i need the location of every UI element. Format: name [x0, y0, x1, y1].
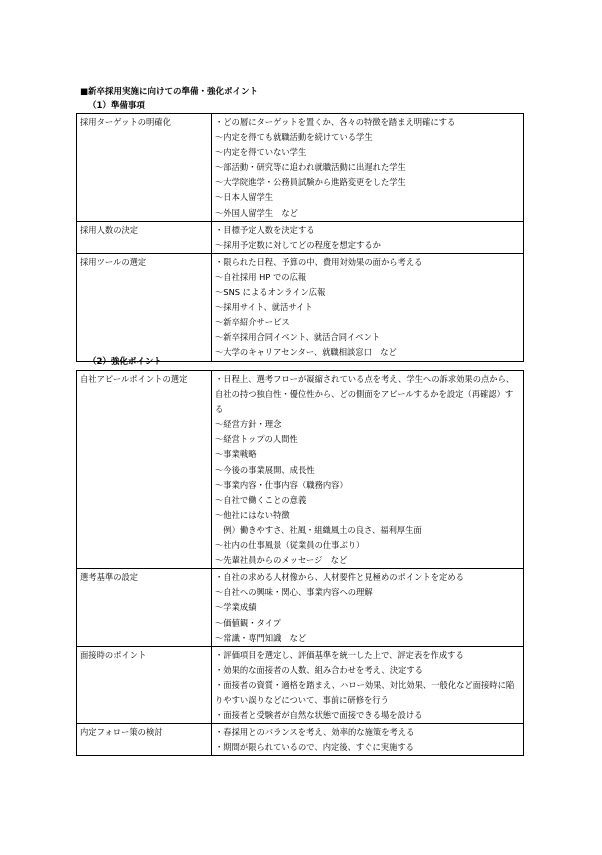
section-heading-preparation: （1）準備事項: [88, 101, 145, 111]
row-content: [212, 569, 524, 646]
content-line: ～常識・専門知識 など: [215, 632, 307, 643]
row-label: 自社アピールポイントの選定: [77, 371, 212, 569]
content-line: ・日程上、選考フローが凝縮されている点を考え、学生への訴求効果の点から、自社の持つ独自性・優位性から、どの側面をアピールするかを設定（再確認）する: [215, 374, 515, 415]
table-row: [77, 646, 524, 723]
row-content: [212, 646, 524, 723]
content-line: ～採用サイト、就活サイト: [215, 302, 313, 313]
content-line: ・自社の求める人材像から、人材要件と見極めのポイントを定める: [215, 572, 464, 583]
content-line: ・評価項目を選定し、評価基準を統一した上で、評定表を作成する: [215, 649, 464, 660]
content-line: ～自社への興味・関心、事業内容への理解: [215, 587, 373, 598]
table-row: [77, 221, 524, 253]
section-heading-strengthening: （2）強化ポイント: [88, 357, 162, 367]
content-line: ・効果的な面接者の人数、組み合わせを考え、決定する: [215, 664, 423, 675]
content-line: ～大学院進学・公務員試験から進路変更をした学生: [215, 177, 406, 188]
content-line: ～大学のキャリアセンター、就職相談窓口 など: [215, 347, 397, 358]
content-line: ～今後の事業展開、成長性: [215, 464, 315, 475]
content-line: ～自社採用 HP での広報: [215, 271, 307, 282]
content-line: ・どの層にターゲットを置くか、各々の特徴を踏まえ明確にする: [215, 117, 456, 127]
row-label: 内定フォロー策の検討: [77, 724, 212, 756]
content-line: ～事業内容・仕事内容（職務内容）: [215, 479, 348, 490]
row-content: [212, 253, 524, 361]
content-line: ～経営トップの人間性: [215, 434, 298, 445]
content-line: ～価値観・タイプ: [215, 617, 281, 628]
content-line: ～部活動・研究等に追われ就職活動に出遅れた学生: [215, 162, 406, 173]
content-line: ～内定を得ていない学生: [215, 147, 307, 158]
row-label: 採用人数の決定: [77, 221, 212, 253]
content-line: ～他社にはない特徴: [215, 509, 290, 520]
content-line: ～新卒採用合同イベント、就活合同イベント: [215, 332, 381, 343]
table-row: [77, 114, 524, 222]
content-line: ～日本人留学生: [215, 192, 274, 203]
row-label: 面接時のポイント: [77, 646, 212, 723]
content-line: ～SNS によるオンライン広報: [215, 287, 326, 298]
content-line: ・期間が限られているので、内定後、すぐに実施する: [215, 742, 414, 753]
table-row: [77, 724, 524, 756]
table-row: [77, 371, 524, 569]
content-line: 例）働きやすさ、社風・組織風土の良さ、福利厚生面: [215, 524, 422, 535]
content-line: ・目標予定人数を決定する: [215, 224, 315, 235]
content-line: ～事業戦略: [215, 449, 257, 460]
row-label: 採用ツールの選定: [77, 253, 212, 361]
preparation-table: [76, 113, 524, 362]
content-line: ～社内の仕事風景（従業員の仕事ぶり）: [215, 540, 365, 551]
table-row: [77, 569, 524, 646]
table-row: [77, 253, 524, 361]
content-line: ～自社で働くことの意義: [215, 494, 307, 505]
content-line: ～新卒紹介サービス: [215, 317, 290, 328]
row-label: 選考基準の設定: [77, 569, 212, 646]
content-line: ・面接者と受験者が自然な状態で面接できる場を設ける: [215, 710, 423, 721]
content-line: ～学業成績: [215, 602, 257, 613]
content-line: ・限られた日程、予算の中、費用対効果の面から考える: [215, 256, 423, 267]
row-content: [212, 724, 524, 756]
content-line: ・面接者の資質・適格を踏まえ、ハロー効果、対比効果、一般化など面接時に陥りやすい誤りなどについて、事前に研修を行う: [215, 679, 515, 705]
strengthening-table: [76, 370, 524, 756]
content-line: ～内定を得ても就職活動を続けている学生: [215, 132, 373, 143]
page-title: ■新卒採用実施に向けての準備・強化ポイント: [80, 87, 259, 97]
row-label: 採用ターゲットの明確化: [77, 114, 212, 222]
content-line: ～経営方針・理念: [215, 419, 282, 430]
row-content: [212, 114, 524, 222]
content-line: ～先輩社員からのメッセージ など: [215, 555, 348, 566]
content-line: ～外国人留学生 など: [215, 207, 298, 218]
content-line: ・春採用とのバランスを考え、効率的な施策を考える: [215, 727, 415, 738]
row-content: [212, 221, 524, 253]
content-line: ～採用予定数に対してどの程度を想定するか: [215, 239, 381, 250]
row-content: [212, 371, 524, 569]
